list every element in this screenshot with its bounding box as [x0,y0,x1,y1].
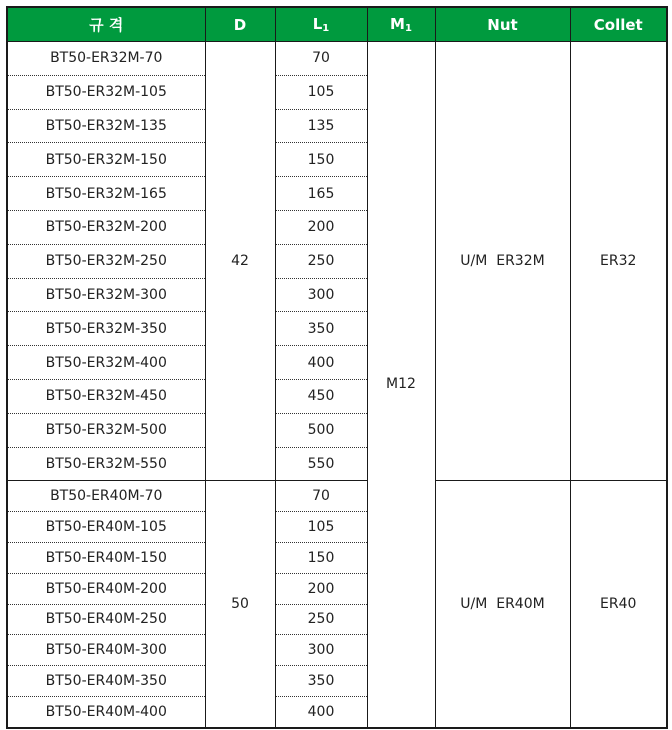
l1-cell: 550 [275,447,367,481]
header-row [7,7,667,42]
header-nut: Nut [435,7,570,42]
d-cell: 50 [205,481,275,728]
header-m1 [367,7,435,42]
l1-cell: 165 [275,177,367,211]
table-row [7,481,667,512]
spec-cell: BT50-ER32M-300 [7,278,205,312]
l1-cell: 105 [275,75,367,109]
header-l1-sub: 1 [322,23,330,34]
spec-cell: BT50-ER32M-550 [7,447,205,481]
d-cell: 42 [205,42,275,481]
spec-cell: BT50-ER32M-135 [7,109,205,143]
nut-cell: U/M ER40M [435,481,570,728]
header-m1-main: M [390,15,405,33]
m1-cell: M12 [367,42,435,728]
spec-cell: BT50-ER32M-450 [7,379,205,413]
nut-cell: U/M ER32M [435,42,570,481]
spec-cell: BT50-ER32M-350 [7,312,205,346]
spec-cell: BT50-ER40M-150 [7,542,205,573]
spec-cell: BT50-ER40M-300 [7,635,205,666]
l1-cell: 400 [275,696,367,727]
spec-cell: BT50-ER32M-150 [7,143,205,177]
collet-cell: ER40 [570,481,667,728]
spec-table-wrapper [6,6,668,729]
spec-cell: BT50-ER32M-500 [7,413,205,447]
header-collet: Collet [570,7,667,42]
spec-cell: BT50-ER40M-105 [7,512,205,543]
spec-cell: BT50-ER32M-200 [7,210,205,244]
spec-cell: BT50-ER32M-165 [7,177,205,211]
l1-cell: 450 [275,379,367,413]
header-m1-sub: 1 [404,23,412,34]
l1-cell: 135 [275,109,367,143]
l1-cell: 200 [275,210,367,244]
header-d: D [205,7,275,42]
l1-cell: 500 [275,413,367,447]
table-body [7,42,667,728]
l1-cell: 105 [275,512,367,543]
spec-cell: BT50-ER32M-400 [7,346,205,380]
spec-cell: BT50-ER32M-70 [7,42,205,76]
l1-cell: 150 [275,542,367,573]
l1-cell: 200 [275,573,367,604]
spec-table [6,6,668,729]
header-spec: 규 격 [7,7,205,42]
l1-cell: 250 [275,604,367,635]
l1-cell: 350 [275,312,367,346]
spec-cell: BT50-ER40M-70 [7,481,205,512]
spec-cell: BT50-ER40M-250 [7,604,205,635]
l1-cell: 150 [275,143,367,177]
l1-cell: 250 [275,244,367,278]
l1-cell: 70 [275,481,367,512]
spec-cell: BT50-ER40M-400 [7,696,205,727]
header-l1-main: L [312,15,323,33]
l1-cell: 300 [275,635,367,666]
l1-cell: 400 [275,346,367,380]
collet-cell: ER32 [570,42,667,481]
spec-cell: BT50-ER32M-105 [7,75,205,109]
l1-cell: 350 [275,666,367,697]
spec-cell: BT50-ER40M-200 [7,573,205,604]
spec-cell: BT50-ER40M-350 [7,666,205,697]
l1-cell: 70 [275,42,367,76]
spec-cell: BT50-ER32M-250 [7,244,205,278]
table-row [7,42,667,76]
l1-cell: 300 [275,278,367,312]
header-l1 [275,7,367,42]
